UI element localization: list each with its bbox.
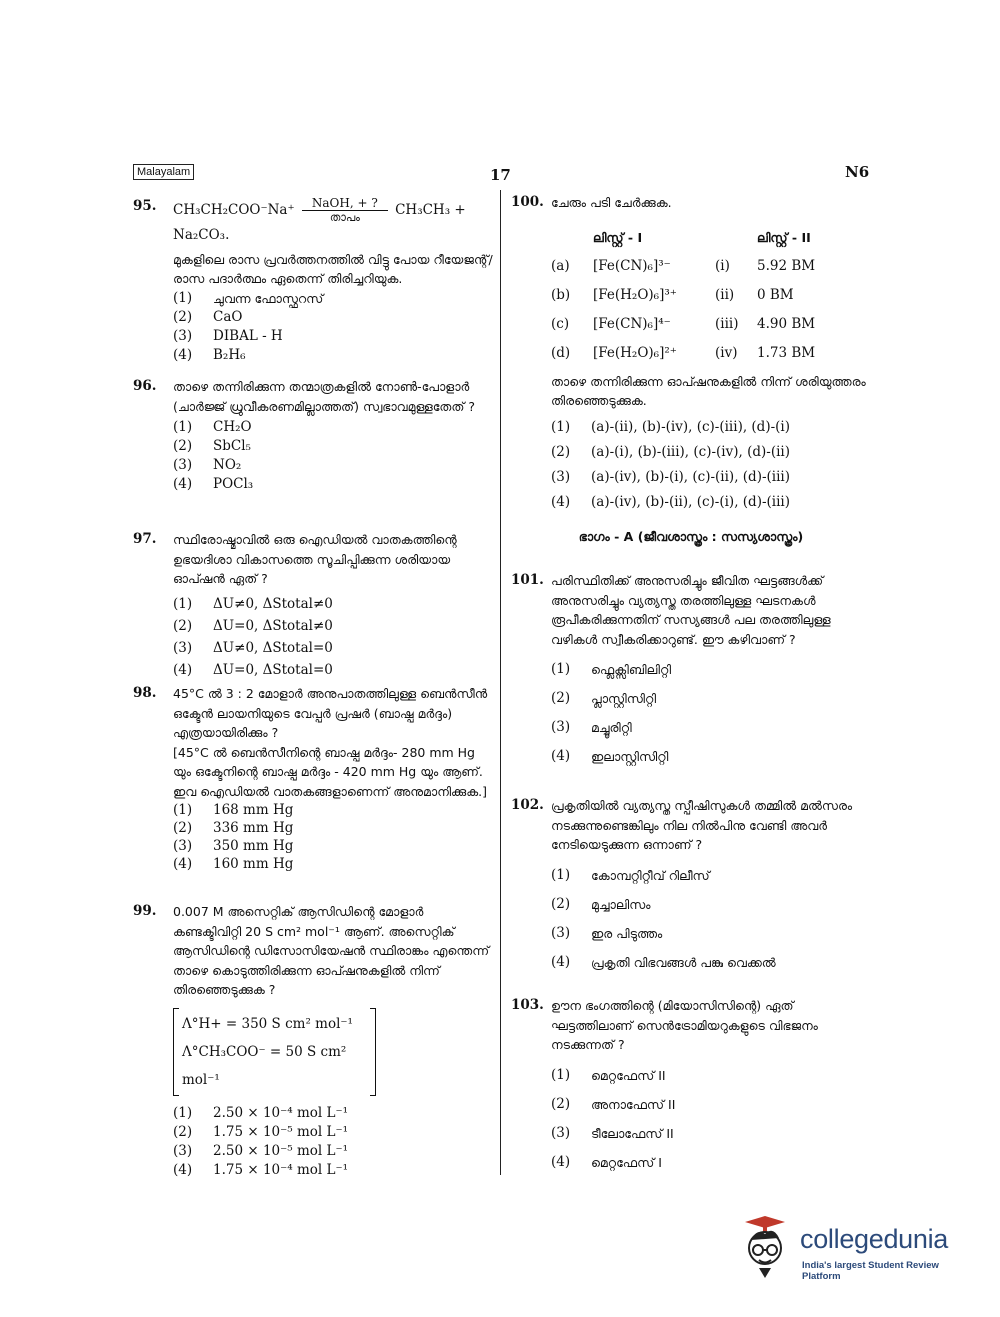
option-text: 336 mm Hg [213,820,294,836]
row-label: (d) [551,344,571,361]
option-text: 1.75 × 10⁻⁴ mol L⁻¹ [213,1161,348,1178]
question-text: ഊന ഭംഗത്തിന്റെ (മിയോസിസിന്റെ) ഏത് ഘട്ടത്തിലാണ് സെൻട്രോമിയറുകളുടെ വിഭജനം നടക്കുന്നത് ? [551,998,818,1052]
option[interactable] [173,475,493,494]
product: CH₃CH₃ + [395,202,466,218]
option-text: 2.50 × 10⁻⁵ mol L⁻¹ [213,1142,348,1159]
language-tag: Malayalam [133,164,194,180]
match-table [551,223,871,368]
option-number: (1) [173,419,193,435]
option-number: (2) [551,895,571,912]
option-text: പ്രകൃതി വിഭവങ്ങൾ പങ്കു വെക്കൽ [591,954,776,970]
reaction-equation [173,197,493,224]
option-text: മച്ചൂരിറ്റി [591,720,632,735]
logo-tagline: India's largest Student Review Platform [802,1260,939,1282]
option[interactable] [551,919,871,948]
option[interactable] [173,1142,493,1161]
question-text: 0.007 M അസെറ്റിക് ആസിഡിന്റെ മോളാർ കണ്ടക്ടിവിറ്റി 20 S cm² mol⁻¹ ആണ്. അസെറ്റിക് ആസിഡിന്റെ ഡിസോസിയേഷൻ സ്ഥിരാങ്കം എന്തെന്ന് താഴെ കൊടുത്തിരിക്കുന്ന ഓപ്ഷനുകളിൽ നിന്ന് തിരഞ്ഞെടുക്കുക ? [173,904,490,997]
option[interactable] [173,346,493,365]
option-text: CH₂O [213,419,252,435]
option[interactable] [173,637,493,659]
question-96 [133,377,493,494]
question-number: 102. [511,797,544,813]
option-number: (3) [173,838,193,854]
option-text: CaO [213,308,243,325]
question-text: പരിസ്ഥിതിക്ക് അനുസരിച്ചും ജീവിത ഘട്ടങ്ങൾക്ക് അനുസരിച്ചും വ്യത്യസ്ത തരത്തിലുള്ള ഘടനകൾ രൂപീകരിക്കുന്നതിന് സസ്യങ്ങൾ പല തരത്തിലുള്ള വഴികൾ സ്വീകരിക്കാറുണ്ട്. ഈ കഴിവാണ് ? [551,573,831,647]
option[interactable] [551,490,871,515]
page-number: 17 [490,166,511,184]
option-number: (4) [551,748,571,764]
option[interactable] [551,948,871,977]
option[interactable] [173,308,493,327]
option-number: (4) [173,661,193,678]
option-number: (3) [173,327,193,344]
option[interactable] [551,684,871,713]
option[interactable] [173,418,493,437]
option[interactable] [551,415,871,440]
option-number: (3) [551,1124,571,1141]
row-label: (i) [715,257,730,274]
option-number: (4) [551,953,571,970]
option-text: ഇലാസ്റ്റിസിറ്റി [591,749,669,764]
match-row [551,310,871,339]
magnetic-moment: 1.73 BM [757,344,816,361]
option-number: (1) [551,418,571,435]
reaction-arrow [302,197,388,224]
options [173,418,493,494]
question-number: 99. [133,903,157,919]
option[interactable] [551,1148,871,1177]
option-text: മെറ്റഫേസ് I [591,1154,662,1170]
option-text: മെറ്റഫേസ് II [591,1067,666,1083]
question-97 [133,530,493,681]
option-number: (4) [551,493,571,510]
option-text: ചുവന്ന ഫോസ്ഫറസ് [213,290,324,306]
option-number: (4) [551,1153,571,1170]
complex: [Fe(CN)₆]³⁻ [593,257,671,274]
option-number: (3) [551,719,571,735]
question-number: 96. [133,378,157,394]
limiting-conductivity-acetate: Λ°CH₃COO⁻ = 50 S cm² mol⁻¹ [182,1043,347,1088]
option-number: (1) [551,866,571,883]
option-text: NO₂ [213,457,242,473]
option[interactable] [173,819,493,837]
options [551,1061,871,1177]
instruction-text: താഴെ തന്നിരിക്കുന്ന ഓപ്ഷനുകളിൽ നിന്ന് ശരിയുത്തരം തിരഞ്ഞെടുക്കുക. [551,373,866,408]
match-row [551,339,871,368]
question-98 [133,684,493,873]
option-number: (1) [173,1104,193,1121]
option[interactable] [551,861,871,890]
option-text: ΔU=0, ΔStotal≠0 [213,617,333,634]
option[interactable] [173,659,493,681]
option-number: (1) [551,661,571,677]
option[interactable] [173,327,493,346]
row-label: (ii) [715,286,735,303]
options [173,593,493,681]
set-code: N6 [845,163,870,181]
option-text: ഇര പിടുത്തം [591,925,663,941]
question-text: താഴെ തന്നിരിക്കുന്ന തന്മാത്രകളിൽ നോൺ-പോളാർ (ചാർജ്ജ് ധ്രുവീകരണമില്ലാത്തത്) സ്വഭാവമുള്ളതേത് ? [173,379,476,414]
option-text: B₂H₆ [213,346,246,363]
option-number: (2) [173,1123,193,1140]
question-99 [133,902,493,1180]
row-label: (a) [551,257,570,274]
option-text: ഫ്ലെക്സിബിലിറ്റി [591,662,672,677]
option[interactable] [551,1061,871,1090]
collegedunia-logo[interactable] [745,1212,975,1284]
magnetic-moment: 5.92 BM [757,257,816,274]
question-text: ചേരും പടി ചേർക്കുക. [551,195,672,210]
option-number: (2) [551,443,571,460]
logo-wordmark: collegedunia [800,1224,949,1254]
question-text: 45°C ൽ 3 : 2 മോളാർ അനുപാതത്തിലുള്ള ബെൻസീൻ ഒക്ടേൻ ലായനിയുടെ വേപ്പർ പ്രഷർ (ബാഷ്പ മർദ്ദം) എത്രയായിരിക്കും ? [173,686,488,740]
option[interactable] [551,440,871,465]
option-text: പ്ലാസ്റ്റിസിറ്റി [591,691,657,706]
option-number: (3) [173,1142,193,1159]
option-number: (2) [551,1095,571,1112]
option[interactable] [551,742,871,771]
column-divider [500,190,501,1175]
limiting-conductivity-h: Λ°H+ = 350 S cm² mol⁻¹ [182,1015,353,1032]
option-text: 2.50 × 10⁻⁴ mol L⁻¹ [213,1104,348,1121]
options [173,801,493,873]
list-1-heading: ലിസ്റ്റ് - I [593,229,643,245]
option-text: ΔU≠0, ΔStotal=0 [213,639,333,656]
question-95 [133,197,493,365]
question-100 [511,193,871,515]
option[interactable] [173,456,493,475]
options [551,415,871,515]
complex: [Fe(H₂O)₆]²⁺ [593,344,677,361]
option-text: SbCl₅ [213,438,251,454]
match-row [551,281,871,310]
arrow-condition: താപം [329,211,360,224]
option[interactable] [173,593,493,615]
option-number: (1) [173,289,193,306]
option-number: (1) [173,595,193,612]
question-number: 101. [511,572,544,588]
option-number: (2) [173,820,193,836]
row-label: (iii) [715,315,739,332]
option-number: (4) [173,346,193,363]
option[interactable] [173,801,493,819]
option[interactable] [551,655,871,684]
option[interactable] [173,1123,493,1142]
option[interactable] [173,1104,493,1123]
option[interactable] [551,1090,871,1119]
option-number: (1) [173,802,193,818]
option-text: മുച്ചാലിസം [591,896,651,912]
question-number: 98. [133,685,157,701]
option[interactable] [551,890,871,919]
option-text: DIBAL - H [213,327,283,344]
option-number: (3) [173,639,193,656]
option-number: (1) [551,1066,571,1083]
list-2-heading: ലിസ്റ്റ് - II [757,229,811,245]
option[interactable] [173,1161,493,1180]
option-text: അനാഫേസ് II [591,1096,676,1112]
options [173,1104,493,1180]
option[interactable] [551,713,871,742]
option-text: 1.75 × 10⁻⁵ mol L⁻¹ [213,1123,348,1140]
magnetic-moment: 0 BM [757,286,794,303]
option-text: 350 mm Hg [213,838,294,854]
option-number: (3) [551,468,571,485]
option-text: (a)-(ii), (b)-(iv), (c)-(iii), (d)-(i) [591,418,791,435]
option-text: (a)-(i), (b)-(iii), (c)-(iv), (d)-(ii) [591,443,791,460]
question-text: മുകളിലെ രാസ പ്രവർത്തനത്തിൽ വിട്ടു പോയ റീയേജന്റ്/രാസ പദാർത്ഥം ഏതെന്ന് തിരിച്ചറിയുക. [173,251,493,286]
option[interactable] [551,1119,871,1148]
question-103 [511,996,871,1177]
option-text: ടീലോഫേസ് II [591,1125,674,1141]
option-number: (2) [173,438,193,454]
options [551,861,871,977]
option[interactable] [173,837,493,855]
option-text: 168 mm Hg [213,802,294,818]
question-text: സ്ഥിരോഷ്മാവിൽ ഒരു ഐഡിയൽ വാതകത്തിന്റെ ഉഭയദിശാ വികാസത്തെ സൂചിപ്പിക്കുന്ന ശരിയായ ഓപ്ഷൻ ഏത് ? [173,532,457,586]
complex: [Fe(H₂O)₆]³⁺ [593,286,677,303]
option[interactable] [173,437,493,456]
row-label: (b) [551,286,571,303]
option[interactable] [173,289,493,308]
row-label: (c) [551,315,570,332]
reaction-continued: Na₂CO₃. [173,227,230,243]
option-number: (3) [173,457,193,473]
option-text: ΔU≠0, ΔStotal≠0 [213,595,333,612]
option-text: (a)-(iv), (b)-(i), (c)-(ii), (d)-(iii) [591,468,791,485]
option-number: (3) [551,924,571,941]
question-number: 95. [133,198,157,214]
options [173,289,493,365]
match-row [551,252,871,281]
mascot-icon [745,1212,799,1282]
complex: [Fe(CN)₆]⁴⁻ [593,315,671,332]
section-heading: ഭാഗം - A (ജീവശാസ്ത്രം : സസ്യശാസ്ത്രം) [578,529,804,544]
option-number: (2) [173,617,193,634]
question-102 [511,796,871,977]
question-number: 103. [511,997,544,1013]
options [551,655,871,771]
question-101 [511,571,871,771]
option-number: (4) [173,476,193,492]
match-header [551,223,871,252]
option-number: (4) [173,1161,193,1178]
option[interactable] [173,615,493,637]
option[interactable] [173,855,493,873]
option-text: കോമ്പറ്റിറ്റീവ് റിലീസ് [591,867,710,883]
row-label: (iv) [715,344,738,361]
question-number: 100. [511,194,544,210]
arrow-reagent: NaOH, + ? [302,197,388,211]
question-text: പ്രകൃതിയിൽ വ്യത്യസ്ത സ്പീഷിസുകൾ തമ്മിൽ മൽസരം നടക്കുന്നുണ്ടെങ്കിലും നില നിൽപിനു വേണ്ടി അവർ നേടിയെടുക്കുന്ന ഒന്നാണ് ? [551,798,853,852]
option[interactable] [551,465,871,490]
magnetic-moment: 4.90 BM [757,315,816,332]
question-note: [45°C ൽ ബെൻസീനിന്റെ ബാഷ്പ മർദ്ദം- 280 mm Hg യും ഒക്ടേനിന്റെ ബാഷ്പ മർദ്ദം - 420 mm Hg യും ആണ്. ഇവ ഐഡിയൽ വാതകങ്ങളാണെന്ന് അനുമാനിക്കുക.] [173,744,488,799]
option-number: (4) [173,856,193,872]
option-text: POCl₃ [213,476,254,492]
reactant: CH₃CH₂COO⁻Na⁺ [173,202,295,218]
option-text: 160 mm Hg [213,856,294,872]
question-number: 97. [133,531,157,547]
option-number: (2) [551,690,571,706]
option-text: ΔU=0, ΔStotal=0 [213,661,333,678]
option-number: (2) [173,308,193,325]
data-bracket [173,1008,376,1096]
option-text: (a)-(iv), (b)-(ii), (c)-(i), (d)-(iii) [591,493,791,510]
